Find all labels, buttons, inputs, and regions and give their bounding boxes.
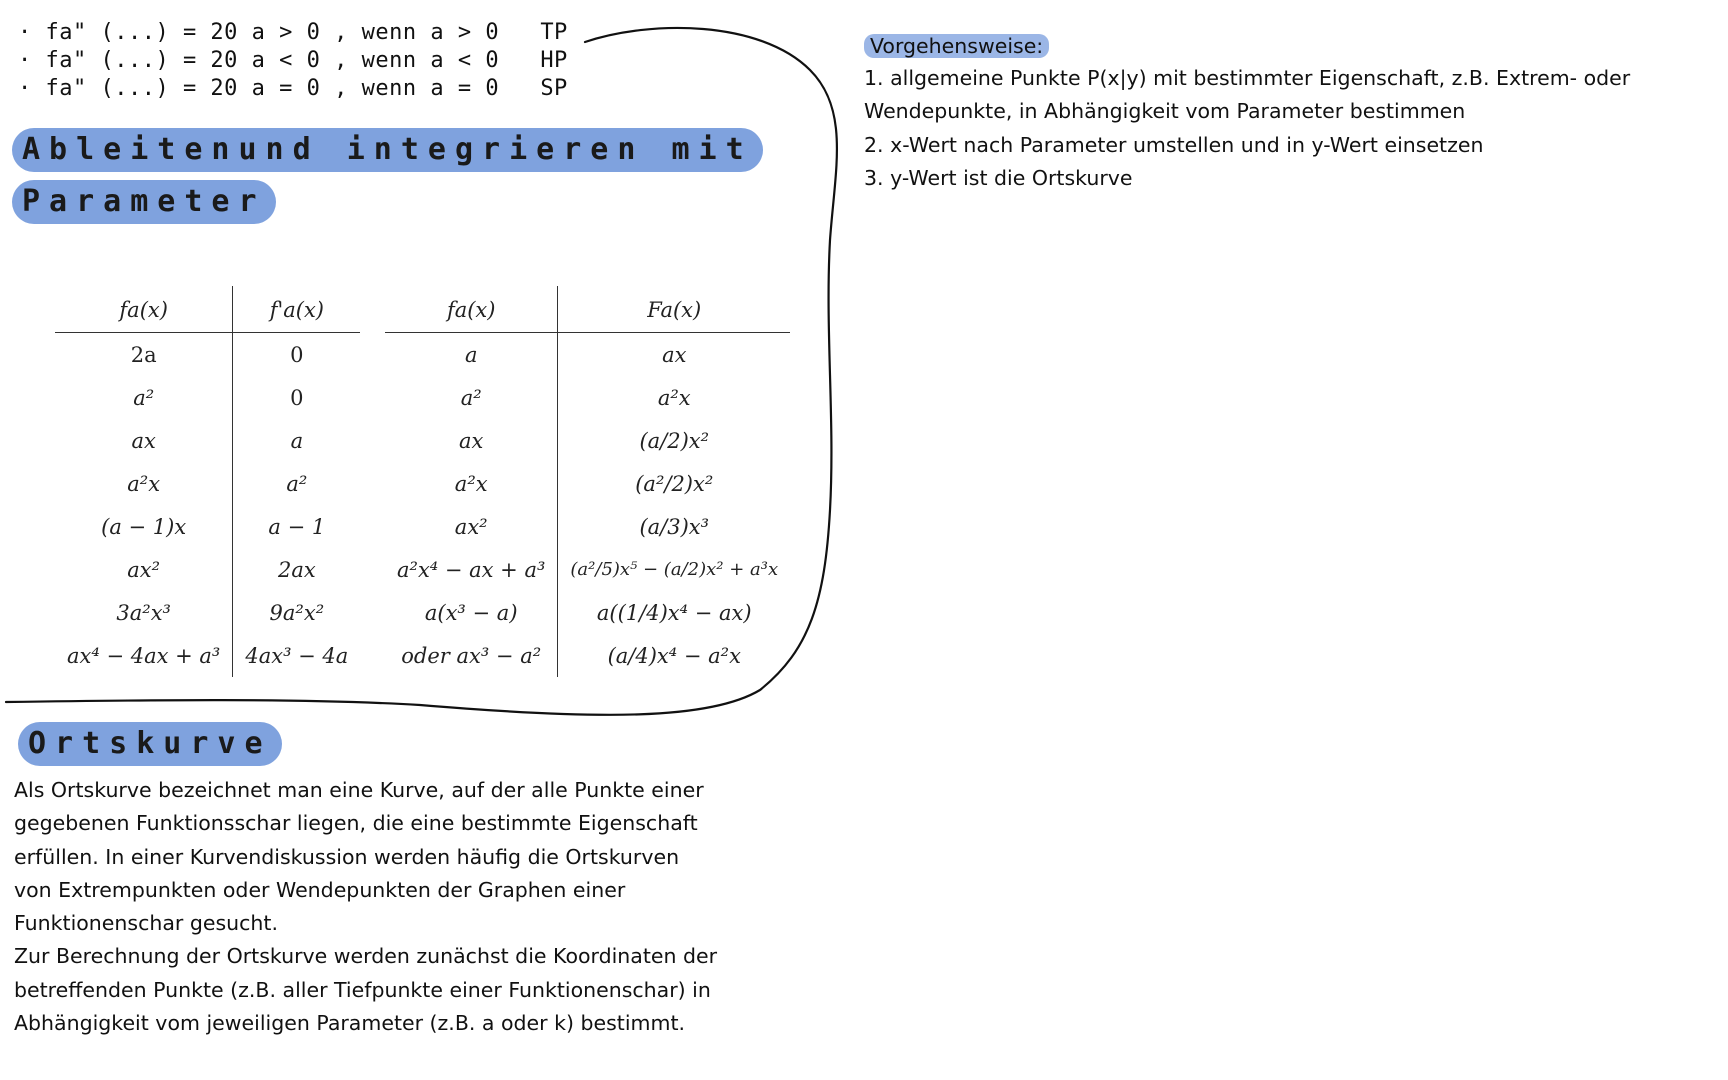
procedure-heading-text: Vorgehensweise: [864,34,1049,58]
paragraph-line: betreffenden Punkte (z.B. aller Tiefpunkte einer Funktionenschar) in [14,977,711,1002]
table-row [55,419,360,462]
table-row [55,333,360,377]
table-row [385,505,790,548]
table-row [55,376,360,419]
paragraph-line: Funktionenschar gesucht. [14,911,278,936]
procedure-heading [864,30,1049,63]
table-cell: 2ax [277,557,316,582]
table-cell: (a/2)x² [639,428,710,453]
paragraph-line: Als Ortskurve bezeichnet man eine Kurve, auf der alle Punkte einer [14,778,704,802]
table-row [385,376,790,419]
table-cell: (a/3)x³ [639,514,710,539]
table-cell: a(x³ − a) [385,591,558,634]
table-cell: a²x [55,462,233,505]
integral-table [385,286,790,677]
table-cell: a²x [657,385,691,410]
table-row [385,548,790,591]
table-row [385,333,790,377]
table-row [55,462,360,505]
table-cell: a²x [385,462,558,505]
paragraph-line: gegebenen Funktionsschar liegen, die eine bestimmte Eigenschaft [14,811,698,836]
table-cell: (a − 1)x [55,505,233,548]
table-row [55,505,360,548]
table-cell: a [385,333,558,377]
column-header: f'a(x) [233,286,360,333]
procedure-step: Wendepunkte, in Abhängigkeit vom Parameter bestimmen [864,99,1466,124]
note-line: · fa" (...) = 20 a < 0 , wenn a < 0 HP [18,48,568,73]
table-cell: ax⁴ − 4ax + a³ [55,634,233,677]
procedure-steps [864,62,1684,195]
table-cell: ax² [385,505,558,548]
table-row [385,591,790,634]
section-title [12,128,763,172]
table-cell: a² [385,376,558,419]
table-cell: 9a²x² [269,600,325,625]
note-line: · fa" (...) = 20 a = 0 , wenn a = 0 SP [18,76,568,101]
note-line: · fa" (...) = 20 a > 0 , wenn a > 0 TP [18,20,568,45]
table-header-row [55,286,360,333]
ortskurve-paragraph [14,774,804,1040]
paragraph-line: Zur Berechnung der Ortskurve werden zunächst die Koordinaten der [14,944,718,969]
section-title-continued [12,180,276,224]
table-cell: 3a²x³ [55,591,233,634]
paragraph-line: von Extrempunkten oder Wendepunkten der Graphen einer [14,877,626,902]
title-line: Ableitenund integrieren mit [12,128,763,172]
table-row [55,634,360,677]
table-cell: 4ax³ − 4a [245,643,349,668]
table-header-row [385,286,790,333]
column-header: fa(x) [385,286,558,333]
title-line: Parameter [12,180,276,224]
section-title-ortskurve [18,722,282,766]
procedure-step: 3. y-Wert ist die Ortskurve [864,165,1133,190]
table-row [385,462,790,505]
table-cell: 2a [55,333,233,377]
column-header: Fa(x) [558,286,790,333]
table-cell: a [290,428,304,453]
table-cell: oder ax³ − a² [385,634,558,677]
table-cell: a²x⁴ − ax + a³ [385,548,558,591]
title-line: Ortskurve [18,722,282,766]
derivative-table [55,286,360,677]
procedure-step: 1. allgemeine Punkte P(x|y) mit bestimmter Eigenschaft, z.B. Extrem- oder [864,66,1631,90]
table-cell: a((1/4)x⁴ − ax) [596,600,752,625]
column-header: fa(x) [55,286,233,333]
paragraph-line: erfüllen. In einer Kurvendiskussion werden häufig die Ortskurven [14,844,680,869]
table-cell: ax [662,342,687,367]
table-cell: a² [286,471,308,496]
table-cell: ax [55,419,233,462]
table-cell: (a²/2)x² [635,471,714,496]
table-cell: a − 1 [268,514,326,539]
table-cell: 0 [290,385,304,410]
table-row [385,419,790,462]
table-cell: (a/4)x⁴ − a²x [607,643,741,668]
table-row [385,634,790,677]
table-row [55,548,360,591]
table-cell: (a²/5)x⁵ − (a/2)x² + a³x [570,559,779,580]
table-cell: 0 [290,342,304,367]
table-cell: a² [55,376,233,419]
paragraph-line: Abhängigkeit vom jeweiligen Parameter (z.B. a oder k) bestimmt. [14,1011,686,1036]
table-cell: ax² [55,548,233,591]
table-row [55,591,360,634]
table-cell: ax [385,419,558,462]
procedure-step: 2. x-Wert nach Parameter umstellen und in y-Wert einsetzen [864,132,1484,157]
